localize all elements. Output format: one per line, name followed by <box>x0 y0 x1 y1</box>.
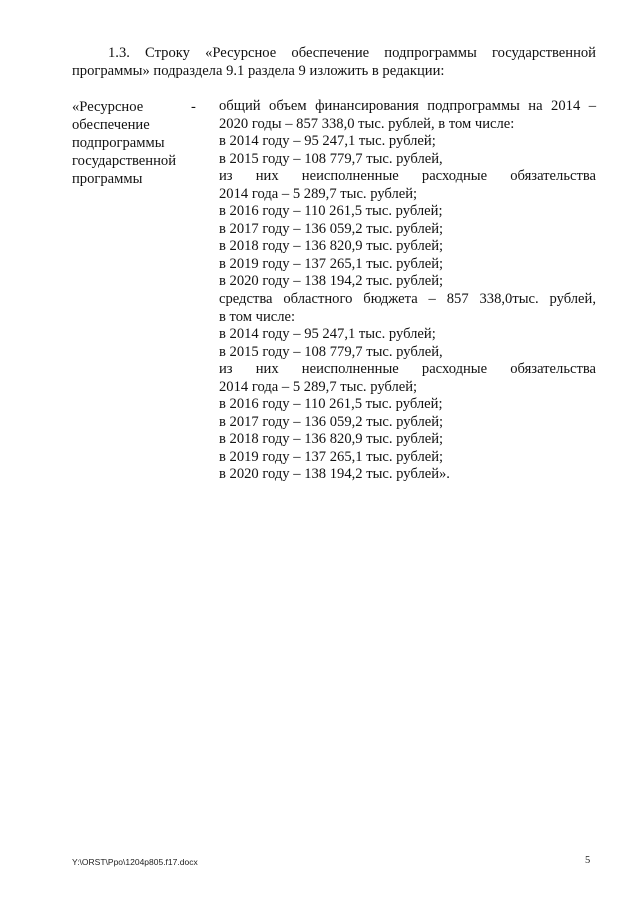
row-label-line: государственной <box>72 153 177 169</box>
content-line: в 2014 году – 95 247,1 тыс. рублей; <box>219 133 436 150</box>
content-line: в 2017 году – 136 059,2 тыс. рублей; <box>219 220 444 237</box>
row-label <box>72 98 190 188</box>
intro-paragraph <box>72 44 596 80</box>
intro-line-1: 1.3. Строку «Ресурсное обеспечение подпрограммы государственной <box>108 45 596 61</box>
content-line: 2014 года – 5 289,7 тыс. рублей; <box>219 185 418 202</box>
row-label-line: подпрограммы <box>72 135 165 151</box>
content-line: в 2016 году – 110 261,5 тыс. рублей; <box>219 203 443 220</box>
content-line: в 2014 году – 95 247,1 тыс. рублей; <box>219 326 436 343</box>
content-line: средства областного бюджета – 857 338,0тыс. рублей, <box>219 291 596 308</box>
content-line: в том числе: <box>219 308 296 325</box>
content-line: 2014 года – 5 289,7 тыс. рублей; <box>219 378 418 395</box>
content-line: в 2018 году – 136 820,9 тыс. рублей; <box>219 238 444 255</box>
content-line: в 2020 году – 138 194,2 тыс. рублей; <box>219 273 444 290</box>
content-line: в 2017 году – 136 059,2 тыс. рублей; <box>219 413 444 430</box>
row-label-line: «Ресурсное <box>72 99 144 115</box>
content-line: в 2019 году – 137 265,1 тыс. рублей; <box>219 448 444 465</box>
intro-line-2: программы» подраздела 9.1 раздела 9 изложить в редакции: <box>72 63 445 79</box>
content-line: общий объем финансирования подпрограммы на 2014 – <box>219 98 596 114</box>
content-line: в 2015 году – 108 779,7 тыс. рублей, <box>219 343 443 360</box>
content-line: в 2019 году – 137 265,1 тыс. рублей; <box>219 255 444 272</box>
content-line: в 2018 году – 136 820,9 тыс. рублей; <box>219 431 444 448</box>
content-line: в 2016 году – 110 261,5 тыс. рублей; <box>219 396 443 413</box>
content-line: из них неисполненные расходные обязательства <box>219 168 596 185</box>
row-label-line: обеспечение <box>72 117 150 133</box>
content-line: из них неисполненные расходные обязательства <box>219 361 596 378</box>
row-label-line: программы <box>72 171 143 187</box>
content-line: в 2015 году – 108 779,7 тыс. рублей, <box>219 150 443 167</box>
content-line: в 2020 году – 138 194,2 тыс. рублей». <box>219 466 450 483</box>
page-number: 5 <box>585 855 591 866</box>
row-dash: - <box>191 99 196 115</box>
row-content <box>219 98 596 484</box>
footer-file-path: Y:\ORST\Ppo\1204p805.f17.docx <box>72 857 198 867</box>
content-line: 2020 годы – 857 338,0 тыс. рублей, в том числе: <box>219 115 515 132</box>
